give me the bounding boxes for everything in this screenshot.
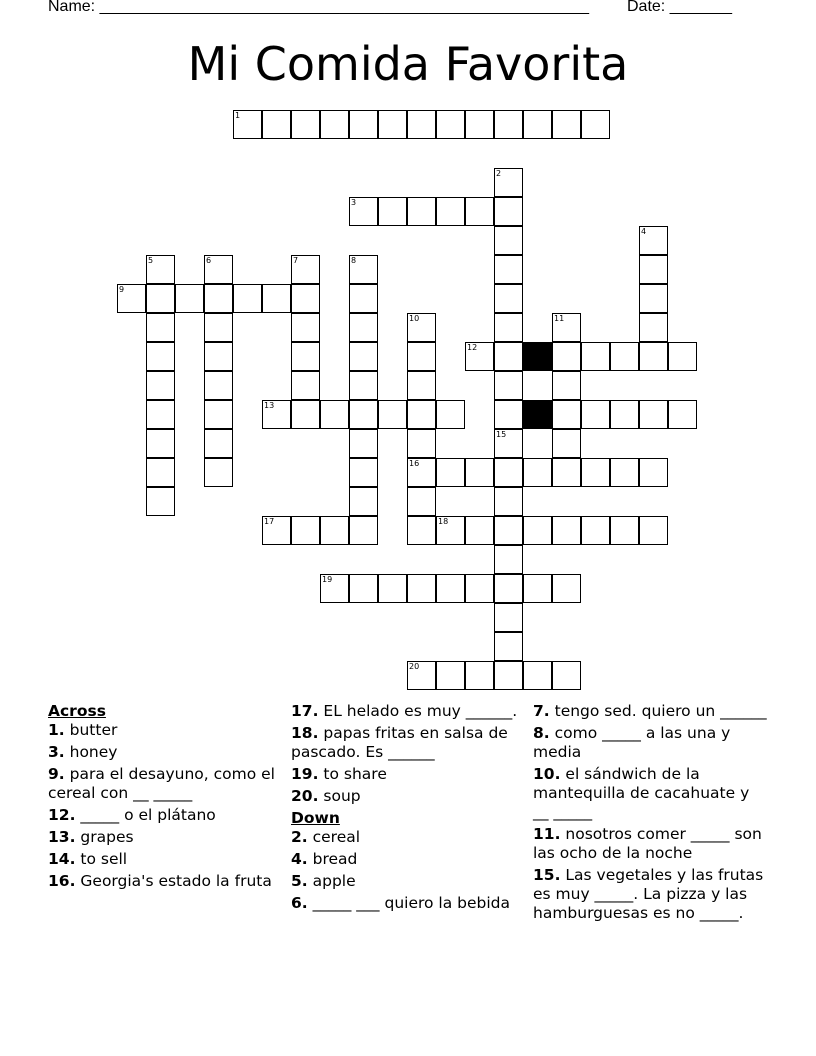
grid-cell[interactable] bbox=[349, 371, 378, 400]
grid-cell[interactable] bbox=[204, 429, 233, 458]
clue-number: 19 bbox=[322, 575, 333, 584]
grid-cell[interactable] bbox=[349, 400, 378, 429]
grid-cell[interactable] bbox=[465, 661, 494, 690]
grid-cell[interactable] bbox=[291, 284, 320, 313]
clue-number: 2 bbox=[496, 169, 502, 178]
grid-cell[interactable] bbox=[378, 574, 407, 603]
clue-number: 3 bbox=[351, 198, 357, 207]
grid-cell[interactable] bbox=[552, 429, 581, 458]
grid-cell[interactable] bbox=[610, 458, 639, 487]
grid-cell[interactable] bbox=[494, 429, 523, 458]
clues-column-2 bbox=[291, 702, 526, 916]
grid-cell[interactable] bbox=[291, 313, 320, 342]
grid-cell[interactable] bbox=[407, 400, 436, 429]
grid-cell[interactable] bbox=[610, 400, 639, 429]
grid-cell[interactable] bbox=[378, 197, 407, 226]
grid-cell[interactable] bbox=[349, 284, 378, 313]
clues-column-3 bbox=[533, 702, 768, 926]
name-field[interactable]: Name: _______________________________________________________ bbox=[48, 0, 589, 15]
grid-cell[interactable] bbox=[349, 487, 378, 516]
grid-cell[interactable] bbox=[146, 342, 175, 371]
grid-cell[interactable] bbox=[465, 458, 494, 487]
clue-number: 17 bbox=[264, 517, 275, 526]
grid-cell[interactable] bbox=[523, 110, 552, 139]
grid-cell[interactable] bbox=[494, 400, 523, 429]
clue-down-2: 2. cereal bbox=[291, 828, 361, 846]
grid-cell[interactable] bbox=[349, 574, 378, 603]
grid-cell[interactable] bbox=[204, 342, 233, 371]
grid-cell[interactable] bbox=[349, 255, 378, 284]
grid-cell[interactable] bbox=[465, 197, 494, 226]
grid-cell[interactable] bbox=[581, 400, 610, 429]
clue-down-5: 5. apple bbox=[291, 872, 356, 890]
clue-down-8: 8. como _____ a las una y media bbox=[533, 724, 731, 761]
grid-cell[interactable] bbox=[610, 342, 639, 371]
grid-cell[interactable] bbox=[494, 487, 523, 516]
grid-cell[interactable] bbox=[291, 371, 320, 400]
down-heading: Down bbox=[291, 809, 340, 827]
clue-number: 5 bbox=[148, 256, 154, 265]
clue-across-20: 20. soup bbox=[291, 787, 361, 805]
grid-cell[interactable] bbox=[581, 110, 610, 139]
grid-cell[interactable] bbox=[639, 284, 668, 313]
grid-cell[interactable] bbox=[552, 371, 581, 400]
grid-cell[interactable] bbox=[465, 574, 494, 603]
grid-cell[interactable] bbox=[552, 661, 581, 690]
grid-cell[interactable] bbox=[204, 284, 233, 313]
grid-cell[interactable] bbox=[494, 458, 523, 487]
date-field[interactable]: Date: _______ bbox=[627, 0, 732, 15]
clue-number: 14 bbox=[525, 401, 536, 410]
grid-cell[interactable] bbox=[494, 110, 523, 139]
grid-cell[interactable] bbox=[146, 429, 175, 458]
grid-cell[interactable] bbox=[146, 255, 175, 284]
grid-cell[interactable] bbox=[204, 400, 233, 429]
grid-cell[interactable] bbox=[204, 371, 233, 400]
grid-cell[interactable] bbox=[204, 255, 233, 284]
grid-cell[interactable] bbox=[146, 458, 175, 487]
grid-cell[interactable] bbox=[436, 110, 465, 139]
clue-down-7: 7. tengo sed. quiero un ______ bbox=[533, 702, 767, 720]
grid-cell[interactable] bbox=[523, 661, 552, 690]
clues-column-1 bbox=[48, 702, 283, 894]
grid-cell[interactable] bbox=[668, 400, 697, 429]
grid-cell[interactable] bbox=[465, 516, 494, 545]
grid-cell[interactable] bbox=[407, 342, 436, 371]
grid-cell[interactable] bbox=[494, 255, 523, 284]
grid-cell[interactable] bbox=[639, 400, 668, 429]
grid-cell[interactable] bbox=[262, 516, 291, 545]
grid-cell[interactable] bbox=[552, 458, 581, 487]
grid-block bbox=[523, 342, 552, 371]
clue-across-14: 14. to sell bbox=[48, 850, 128, 868]
grid-cell[interactable] bbox=[146, 313, 175, 342]
clue-number: 9 bbox=[119, 285, 125, 294]
grid-cell[interactable] bbox=[291, 400, 320, 429]
grid-cell[interactable] bbox=[436, 661, 465, 690]
clue-across-17: 17. EL helado es muy ______. bbox=[291, 702, 518, 720]
grid-cell[interactable] bbox=[494, 197, 523, 226]
grid-cell[interactable] bbox=[494, 342, 523, 371]
grid-cell[interactable] bbox=[262, 400, 291, 429]
grid-cell[interactable] bbox=[552, 342, 581, 371]
clue-number: 7 bbox=[293, 256, 299, 265]
grid-cell[interactable] bbox=[407, 661, 436, 690]
grid-cell[interactable] bbox=[320, 110, 349, 139]
grid-cell[interactable] bbox=[494, 574, 523, 603]
grid-cell[interactable] bbox=[349, 516, 378, 545]
grid-cell[interactable] bbox=[349, 429, 378, 458]
grid-cell[interactable] bbox=[552, 516, 581, 545]
clue-number: 11 bbox=[554, 314, 565, 323]
grid-cell[interactable] bbox=[639, 313, 668, 342]
grid-cell[interactable] bbox=[349, 110, 378, 139]
grid-cell[interactable] bbox=[320, 400, 349, 429]
clue-down-10: 10. el sándwich de la mantequilla de cacahuate y __ _____ bbox=[533, 765, 750, 821]
grid-cell[interactable] bbox=[204, 313, 233, 342]
clue-number: 6 bbox=[206, 256, 212, 265]
grid-cell[interactable] bbox=[465, 110, 494, 139]
grid-cell[interactable] bbox=[523, 458, 552, 487]
grid-cell[interactable] bbox=[262, 110, 291, 139]
grid-cell[interactable] bbox=[668, 342, 697, 371]
grid-cell[interactable] bbox=[639, 458, 668, 487]
grid-cell[interactable] bbox=[436, 516, 465, 545]
grid-cell[interactable] bbox=[465, 342, 494, 371]
grid-cell[interactable] bbox=[436, 574, 465, 603]
grid-cell[interactable] bbox=[639, 255, 668, 284]
clue-number: 16 bbox=[409, 459, 420, 468]
clue-number: 1 bbox=[235, 111, 241, 120]
clue-down-6: 6. _____ ___ quiero la bebida bbox=[291, 894, 511, 912]
grid-cell[interactable] bbox=[320, 516, 349, 545]
grid-cell[interactable] bbox=[552, 400, 581, 429]
across-heading: Across bbox=[48, 702, 106, 720]
clue-across-3: 3. honey bbox=[48, 743, 118, 761]
page-title: Mi Comida Favorita bbox=[187, 37, 629, 91]
clue-number: 8 bbox=[351, 256, 357, 265]
clue-across-16: 16. Georgia's estado la fruta bbox=[48, 872, 272, 890]
grid-cell[interactable] bbox=[436, 197, 465, 226]
clue-number: 10 bbox=[409, 314, 420, 323]
grid-cell[interactable] bbox=[146, 400, 175, 429]
grid-cell[interactable] bbox=[349, 342, 378, 371]
grid-cell[interactable] bbox=[523, 574, 552, 603]
grid-cell[interactable] bbox=[349, 313, 378, 342]
grid-cell[interactable] bbox=[407, 516, 436, 545]
grid-cell[interactable] bbox=[494, 371, 523, 400]
clue-number: 15 bbox=[496, 430, 507, 439]
grid-cell[interactable] bbox=[291, 255, 320, 284]
clue-across-1: 1. butter bbox=[48, 721, 118, 739]
grid-cell[interactable] bbox=[494, 313, 523, 342]
grid-cell[interactable] bbox=[146, 371, 175, 400]
grid-block bbox=[523, 400, 552, 429]
grid-cell[interactable] bbox=[291, 516, 320, 545]
clue-down-11: 11. nosotros comer _____ son las ocho de la noche bbox=[533, 825, 762, 862]
clue-across-9: 9. para el desayuno, como el cereal con __ _____ bbox=[48, 765, 275, 802]
grid-cell[interactable] bbox=[552, 313, 581, 342]
grid-cell[interactable] bbox=[581, 516, 610, 545]
grid-cell[interactable] bbox=[407, 371, 436, 400]
clue-number: 18 bbox=[438, 517, 449, 526]
grid-cell[interactable] bbox=[494, 168, 523, 197]
grid-cell[interactable] bbox=[436, 458, 465, 487]
grid-cell[interactable] bbox=[233, 284, 262, 313]
grid-cell[interactable] bbox=[291, 110, 320, 139]
grid-cell[interactable] bbox=[407, 429, 436, 458]
clue-number: 4 bbox=[641, 227, 647, 236]
grid-cell[interactable] bbox=[523, 516, 552, 545]
grid-cell[interactable] bbox=[407, 197, 436, 226]
grid-cell[interactable] bbox=[407, 458, 436, 487]
clue-across-13: 13. grapes bbox=[48, 828, 134, 846]
grid-cell[interactable] bbox=[262, 284, 291, 313]
grid-cell[interactable] bbox=[146, 284, 175, 313]
grid-cell[interactable] bbox=[494, 661, 523, 690]
grid-cell[interactable] bbox=[407, 110, 436, 139]
grid-cell[interactable] bbox=[494, 284, 523, 313]
grid-cell[interactable] bbox=[146, 487, 175, 516]
grid-cell[interactable] bbox=[639, 226, 668, 255]
clue-number: 13 bbox=[264, 401, 275, 410]
clue-number: 20 bbox=[409, 662, 420, 671]
clue-down-15: 15. Las vegetales y las frutas es muy _____. La pizza y las hamburguesas es no _____. bbox=[533, 866, 764, 922]
clue-across-12: 12. _____ o el plátano bbox=[48, 806, 216, 824]
grid-cell[interactable] bbox=[494, 632, 523, 661]
grid-cell[interactable] bbox=[552, 574, 581, 603]
grid-cell[interactable] bbox=[494, 545, 523, 574]
grid-cell[interactable] bbox=[581, 342, 610, 371]
grid-cell[interactable] bbox=[407, 574, 436, 603]
grid-cell[interactable] bbox=[320, 574, 349, 603]
grid-cell[interactable] bbox=[581, 458, 610, 487]
grid-cell[interactable] bbox=[291, 342, 320, 371]
grid-cell[interactable] bbox=[639, 342, 668, 371]
grid-cell[interactable] bbox=[610, 516, 639, 545]
grid-cell[interactable] bbox=[204, 458, 233, 487]
grid-cell[interactable] bbox=[552, 110, 581, 139]
grid-cell[interactable] bbox=[494, 226, 523, 255]
grid-cell[interactable] bbox=[378, 110, 407, 139]
grid-cell[interactable] bbox=[117, 284, 146, 313]
grid-cell[interactable] bbox=[349, 197, 378, 226]
grid-cell[interactable] bbox=[349, 458, 378, 487]
clue-down-4: 4. bread bbox=[291, 850, 358, 868]
clue-number: 12 bbox=[467, 343, 478, 352]
grid-cell[interactable] bbox=[407, 487, 436, 516]
clue-across-18: 18. papas fritas en salsa de pascado. Es ______ bbox=[291, 724, 508, 761]
clue-across-19: 19. to share bbox=[291, 765, 387, 783]
grid-cell[interactable] bbox=[175, 284, 204, 313]
grid-cell[interactable] bbox=[407, 313, 436, 342]
grid-cell[interactable] bbox=[639, 516, 668, 545]
grid-cell[interactable] bbox=[378, 400, 407, 429]
grid-cell[interactable] bbox=[494, 603, 523, 632]
grid-cell[interactable] bbox=[494, 516, 523, 545]
grid-cell[interactable] bbox=[233, 110, 262, 139]
grid-cell[interactable] bbox=[436, 400, 465, 429]
